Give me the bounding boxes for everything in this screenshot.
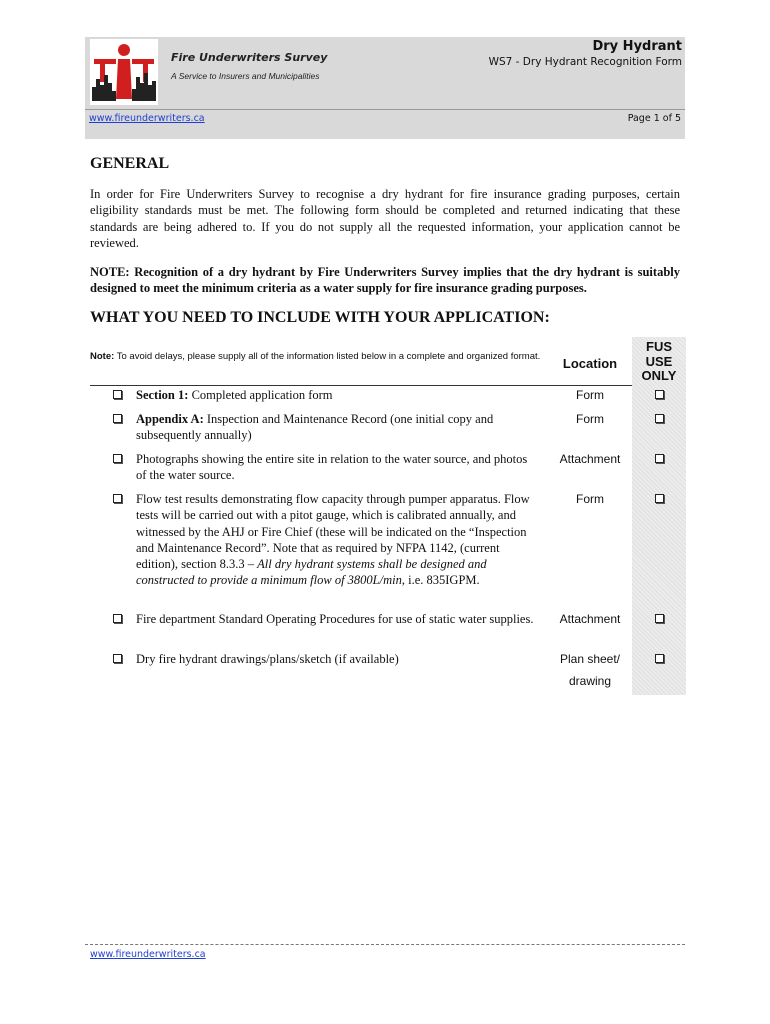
- fus-checkbox[interactable]: [655, 454, 664, 463]
- page-number: Page 1 of 5: [627, 113, 681, 124]
- header-website-link[interactable]: www.fireunderwriters.ca: [89, 113, 205, 124]
- fus-logo: [90, 39, 158, 105]
- requirement-description: Completed application form: [191, 388, 333, 402]
- requirement-location: Attachment: [559, 452, 621, 466]
- requirement-location: Form: [576, 412, 604, 426]
- table-note: [90, 351, 550, 363]
- fus-checkbox[interactable]: [655, 414, 664, 423]
- requirement-text: Photographs showing the entire site in relation to the water source, and photos of the water source.: [136, 452, 528, 483]
- form-name: WS7 - Dry Hydrant Recognition Form: [488, 56, 682, 68]
- recognition-note: NOTE: Recognition of a dry hydrant by Fire Underwriters Survey implies that the dry hydrant is suitably designed to meet the minimum criteria as a water supply for fire insurance grading purposes.: [90, 265, 680, 296]
- fus-checkbox[interactable]: [655, 494, 664, 503]
- fus-logo-graphic: [90, 39, 158, 105]
- checkbox[interactable]: [113, 654, 122, 663]
- requirement-location: Attachment: [559, 612, 621, 626]
- location-line-1: Plan sheet/: [559, 652, 621, 666]
- requirement-text: [136, 387, 536, 403]
- org-tagline: A Service to Insurers and Municipalities: [171, 71, 320, 81]
- footer-website-link[interactable]: www.fireunderwriters.ca: [90, 949, 206, 960]
- nfpa-quote: All dry hydrant systems shall be designed and constructed to provide a minimum flow of 3800L/min: [136, 557, 487, 588]
- requirement-bold-label: Section 1:: [136, 388, 189, 402]
- requirement-text: Dry fire hydrant drawings/plans/sketch (if available): [136, 652, 399, 666]
- location-line-2: drawing: [568, 674, 612, 688]
- requirement-location: [540, 648, 640, 692]
- fus-checkbox[interactable]: [655, 614, 664, 623]
- document-title: Dry Hydrant: [592, 39, 682, 54]
- checkbox[interactable]: [113, 614, 122, 623]
- requirement-description: Inspection and Maintenance Record (one initial copy and subsequently annually): [136, 412, 494, 443]
- requirements-heading: WHAT YOU NEED TO INCLUDE WITH YOUR APPLICATION:: [90, 309, 550, 326]
- footer-divider: [85, 944, 685, 945]
- requirement-location: Form: [576, 492, 604, 506]
- location-column-header: Location: [562, 356, 618, 371]
- requirement-tail: , i.e. 835IGPM.: [401, 573, 480, 588]
- table-note-text: To avoid delays, please supply all of the information listed below in a complete and organized format.: [116, 351, 541, 362]
- requirement-text: [136, 411, 536, 444]
- page-header: [85, 37, 685, 139]
- org-name: Fire Underwriters Survey: [171, 51, 328, 64]
- fus-checkbox[interactable]: [655, 654, 664, 663]
- requirement-text: [136, 491, 536, 589]
- checkbox[interactable]: [113, 454, 122, 463]
- checkbox[interactable]: [113, 414, 122, 423]
- general-heading: GENERAL: [90, 155, 170, 172]
- general-paragraph: In order for Fire Underwriters Survey to recognise a dry hydrant for fire insurance grading purposes, certain eligibility standards must be met. The following form should be completed and returned indicating that these standards are being adhered to. If you do not supply all the requested information, your application cannot be reviewed.: [90, 187, 680, 250]
- checkbox[interactable]: [113, 494, 122, 503]
- requirement-location: Form: [576, 388, 604, 402]
- requirement-text: Fire department Standard Operating Procedures for use of static water supplies.: [136, 612, 534, 626]
- requirement-description: Flow test results demonstrating flow capacity through pumper apparatus. Flow tests will be carried out with a pitot gauge, which is calibrated annually, and witnessed by the AHJ or Fire Chief (these will be indicated on the “Inspection and Maintenance Record”. Note that as required by NFPA 1142, (current edition), section 8.3.3 –: [136, 492, 530, 572]
- checkbox[interactable]: [113, 390, 122, 399]
- requirement-bold-label: Appendix A:: [136, 412, 204, 426]
- table-note-label: Note:: [90, 351, 115, 362]
- fus-use-column-header: FUS USE ONLY: [641, 339, 677, 383]
- fus-checkbox[interactable]: [655, 390, 664, 399]
